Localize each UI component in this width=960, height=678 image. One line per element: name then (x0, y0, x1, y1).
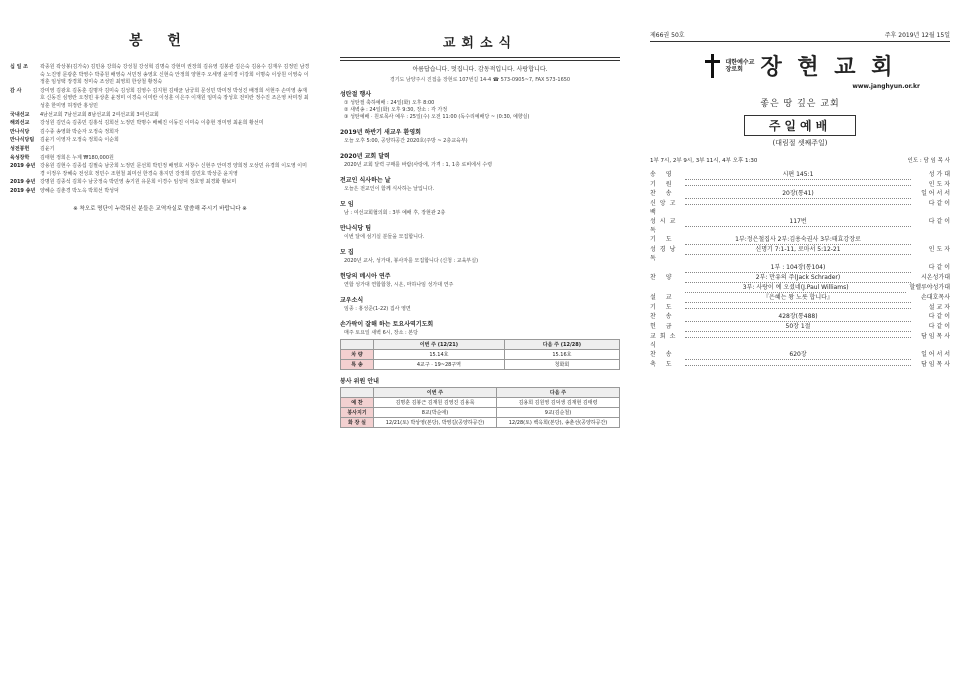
offering-row (10, 64, 310, 87)
news-heading: 모 임 (340, 201, 354, 208)
order-item: 축 도 (650, 361, 676, 368)
church-url[interactable]: www.janghyun.or.kr (852, 83, 920, 90)
order-detail (685, 308, 911, 309)
church-name: 장 현 교 회 (760, 54, 897, 80)
news-heading: 모 집 (340, 249, 354, 256)
service-times-text: 1부 7시, 2부 9시, 3부 11시, 4부 오후 1:30 (650, 158, 758, 164)
offering-category: 만나식당 (10, 128, 30, 135)
table-cell: 김명훈 김봉근 김재원 김영진 김용묵 (374, 398, 497, 408)
offering-category: 감 사 (10, 87, 22, 94)
table-cell: 9교(김순철) (497, 408, 620, 418)
table-cell: 15.14호 (374, 350, 505, 360)
order-row (650, 170, 950, 180)
news-column (330, 0, 630, 678)
order-item: 찬 송 (650, 190, 676, 197)
offering-category: 해외선교 (10, 120, 30, 127)
order-row (650, 350, 950, 360)
order-detail: 2부: 만유의 주(Jack Schrader) (685, 273, 911, 283)
news-item: 오늘 오후 5:00, 공양하공간 2020호(주방 ~ 2층교육부) (344, 138, 468, 144)
order-detail: 50장 1절 (685, 322, 911, 332)
order-detail: 428장(통488) (685, 312, 911, 322)
offering-row (10, 88, 310, 111)
news-heading: 헌당의 메시아 연주 (340, 273, 391, 280)
offering-category: 육성장학 (10, 154, 30, 161)
table-cell: 김용희 김원영 김덕생 김재현 김태령 (497, 398, 620, 408)
order-leader: 시온성가대 (921, 274, 950, 281)
news-item: 2020년 교회 달력 구매를 바람(사랑에, 가격 : 1, 1층 로비에서 수령 (344, 162, 493, 168)
order-item: 찬 송 (650, 313, 676, 320)
order-row (650, 235, 950, 245)
offering-category: 국내선교 (10, 111, 30, 118)
bulletin-cover (640, 0, 958, 678)
offering-note: ※ 착오로 명단이 누락되신 분들은 교역자실로 말씀해 주시기 바랍니다 ※ (73, 205, 247, 212)
order-leader: 인 도 자 (928, 246, 950, 253)
offering-names: 곽종원 곽상봉(김가숙) 김민용 강희숙 강성칠 강성혁 김명숙 강현미 권장희 김유영 김봉관 김은숙 김용수 김재우 김정민 남경숙 노진영 문광훈 박영수 박종원 배영숙 서민정 송영호 신현숙 안정희 양현주 오세영 윤미경 이강희 이명숙 이상원 이영숙 이정훈 임성택 장경희 정미숙 조성민 최영희 한상철 황정숙 (40, 64, 310, 86)
order-detail: 20장(통41) (685, 189, 911, 199)
table-header: 다음 주 (497, 388, 620, 398)
news-heading: 2020년 교회 달력 (340, 153, 390, 160)
table-cell: 예 찬 (341, 398, 374, 408)
offering-row (10, 146, 310, 154)
offering-names: 강미영 김광호 김동훈 김명자 김미숙 김성희 김영수 김지현 김태균 남궁희 문성민 박미정 박성진 배정희 서현주 손미영 송재호 신동진 심영란 오정민 유상훈 윤정미 이경숙 이미란 이성훈 이은주 이재원 임미숙 장성호 전미란 정수진 조은영 차미정 최성훈 한미영 허정란 홍성민 (40, 87, 309, 109)
order-row (650, 322, 950, 332)
worship-title: 주일예배 (744, 115, 856, 136)
order-leader: 성 가 대 (928, 171, 950, 178)
news-heading: 2019년 하반기 새교우 환영회 (340, 129, 421, 136)
issue-date: 주후 2019년 12월 15일 (884, 32, 950, 39)
order-of-worship (650, 170, 950, 369)
order-leader: 다 같 이 (928, 264, 950, 271)
news-heading: 성탄절 행사 (340, 91, 372, 98)
order-row (650, 293, 950, 303)
order-leader: 다 같 이 (928, 313, 950, 320)
table-cell: 4교구 · 19~28구역 (374, 360, 505, 370)
order-item: 교회소식 (650, 333, 680, 349)
order-detail: 3부: 사랑이 예 오셨네(J.Paul Williams) (685, 283, 906, 293)
news-item: 2020년 교사, 성가대, 봉사자를 모집합니다 (신청 : 교육부실) (344, 258, 479, 264)
order-detail: 『은혜는 왕 노릇 합니다』 (685, 293, 911, 303)
denomination-line2: 장로회 (725, 65, 743, 73)
offering-row (10, 155, 310, 163)
service-leader: 인도 : 담 임 목 사 (907, 158, 950, 164)
order-leader: 다 같 이 (928, 323, 950, 330)
service-table (340, 339, 620, 370)
order-row (650, 189, 950, 199)
news-item: 연합 성가대 연합합창, 시온, 마하나임 성가대 연주 (344, 282, 454, 288)
offering-column (0, 0, 318, 678)
offering-row (10, 188, 310, 196)
order-row (650, 199, 950, 217)
order-row (650, 217, 950, 235)
table-header: 이번 주 (12/21) (374, 340, 505, 350)
news-item: 이번 달에 섬기실 분들을 모집합니다. (344, 234, 425, 240)
offering-list (10, 64, 310, 196)
news-heading: 전교인 식사하는 날 (340, 177, 391, 184)
order-detail: 117번 (685, 217, 911, 227)
offering-row (10, 163, 310, 178)
offering-names: 4남선교회 7남선교회 8남선교회 2여선교회 3여선교회 (40, 111, 159, 118)
church-address: 경기도 남양주시 진접읍 장현로 107번길 14-4 ☎ 573-0905~7, FAX 573-1650 (389, 77, 571, 83)
order-row (650, 360, 950, 369)
offering-category: 십 일 조 (10, 64, 28, 70)
order-leader: 담 임 목 사 (921, 361, 950, 368)
news-item: 오늘은 전교인이 함께 식사하는 날입니다. (344, 186, 435, 192)
cross-icon (704, 54, 720, 78)
order-row (650, 312, 950, 322)
news-subtitle: 아름답습니다. 멋집니다. 감동적입니다. 사랑합니다. (412, 66, 548, 73)
offering-names: 양혜순 김춘경 박노옥 박희선 박성덕 (40, 187, 119, 194)
table-header: 이번 주 (374, 388, 497, 398)
offering-category: 만나식당팀 (10, 137, 35, 144)
order-leader: 할렐루야성가대 (909, 284, 950, 291)
news-item: 매주 토요일 새벽 6시, 장소 : 본당 (344, 330, 418, 336)
offering-category: 2019 송년 (10, 187, 36, 194)
volunteer-table (340, 387, 620, 428)
table-header (341, 388, 374, 398)
offering-category: 성전봉헌 (10, 145, 30, 152)
offering-names: 강성원 김인숙 김종민 김홍석 김희선 노정민 박명수 배혜진 이동진 이미숙 이충현 정미영 최윤희 황선미 (40, 120, 264, 127)
order-leader: 담 임 목 사 (921, 333, 950, 340)
offering-names: 김수종 송영화 박순자 오정숙 정희자 (40, 128, 119, 135)
order-detail (685, 204, 911, 205)
news-heading: 만나식당 팀 (340, 225, 372, 232)
order-item: 신앙고백 (650, 200, 680, 216)
volunteer-title: 봉사 위원 안내 (340, 378, 379, 385)
news-heading: 교우소식 (340, 297, 364, 304)
offering-row (10, 179, 310, 187)
news-title: 교회소식 (442, 36, 518, 51)
offering-row (10, 112, 310, 120)
news-item: ① 성탄절 축하예배 : 24일(화) 오후 8:00 (344, 100, 435, 106)
offering-title: 봉 헌 (129, 33, 191, 49)
order-row (650, 180, 950, 189)
order-row (650, 263, 950, 273)
order-row (650, 332, 950, 350)
order-item: 기 도 (650, 304, 676, 311)
table-cell: 차 량 (341, 350, 374, 360)
order-item: 기 원 (650, 181, 676, 188)
offering-names: 김윤기 (40, 145, 55, 152)
offering-names: 김윤기 이영자 오정숙 정희숙 이순희 (40, 137, 119, 144)
order-row (650, 283, 950, 293)
order-item: 헌 금 (650, 323, 676, 330)
service-times (650, 156, 950, 164)
offering-row (10, 137, 310, 145)
order-detail: 신명기 7:1-11, 로마서 5:12-21 (685, 245, 911, 255)
order-row (650, 245, 950, 263)
order-item: 찬 양 (650, 274, 676, 281)
news-heading: 손가락이 잘해 하는 토요사역기도회 (340, 321, 434, 328)
order-leader: 일 어 서 서 (921, 190, 950, 197)
order-item: 설 교 (650, 294, 676, 301)
order-detail: 시편 145:1 (685, 170, 911, 180)
table-cell: 청화회 (504, 360, 619, 370)
offering-names: 강명원 김종석 김희수 남궁정숙 박민영 송기원 유문희 이경수 임성덕 정호영 최경화 황보미 (40, 179, 237, 186)
order-leader: 손대호목사 (921, 294, 950, 301)
table-cell: 화 장 실 (341, 418, 374, 428)
news-item: ② 새벽송 : 24일(화) 오후 9:30, 장소 : 각 가정 (344, 107, 448, 113)
order-item: 찬 송 (650, 351, 676, 358)
offering-category: 2019 송년 (10, 179, 36, 186)
news-divider (340, 57, 620, 61)
order-leader: 인 도 자 (928, 181, 950, 188)
table-cell: 봉사지기 (341, 408, 374, 418)
order-leader: 다 같 이 (928, 218, 950, 225)
order-detail (685, 337, 911, 338)
order-item: 기 도 (650, 236, 676, 243)
church-motto: 좋은 땅 깊은 교회 (760, 99, 840, 109)
offering-names: 강용원 김현수 김종섭 김필숙 남궁희 노정민 문선희 박민정 배영호 서창수 신현주 안미경 양희정 오상민 유경희 이도영 이미경 이정우 장혜숙 전성호 정민수 조현철 최미선 한경숙 홍지민 강정희 김민호 박상준 윤지영 (40, 163, 307, 177)
news-sections (340, 89, 620, 337)
news-item: 임종 : 홍성준(1-22) 집사 영면 (344, 306, 411, 312)
denomination (726, 59, 755, 73)
table-header (341, 340, 374, 350)
order-leader: 일 어 서 서 (921, 351, 950, 358)
denomination-line1: 대한예수교 (725, 58, 755, 66)
offering-row (10, 120, 310, 128)
worship-subtitle: (대림절 셋째주일) (772, 139, 828, 147)
order-leader: 설 교 자 (928, 304, 950, 311)
order-detail: 1부:정은철집사 2부:김용숙권사 3부:태효강장로 (685, 235, 911, 245)
bulletin-header (650, 30, 950, 42)
offering-names: 김태현 정희은 누계 ₩180,000원 (40, 154, 114, 161)
news-item: 남 : 여선교회협의회 : 3부 예배 후, 장현관 2층 (344, 210, 446, 216)
offering-row (10, 129, 310, 137)
table-cell: 특 송 (341, 360, 374, 370)
table-cell: 12/28(토) 백옥희(본당), 송춘선(공양하공간) (497, 418, 620, 428)
order-item: 성시교독 (650, 218, 680, 234)
order-detail (685, 185, 911, 186)
offering-category: 2019 송년 (10, 163, 36, 170)
order-row (650, 273, 950, 283)
table-cell: 8교(박순애) (374, 408, 497, 418)
order-detail: 1부 : 104장(통104) (685, 263, 911, 273)
order-leader: 다 같 이 (928, 200, 950, 207)
order-row (650, 303, 950, 312)
order-detail (685, 365, 911, 366)
issue-number: 제66권 50호 (650, 32, 685, 39)
table-cell: 12/21(토) 박상영(본당), 박영길(공양하공간) (374, 418, 497, 428)
church-logo (650, 50, 950, 81)
table-cell: 15.16호 (504, 350, 619, 360)
table-header: 다음 주 (12/28) (504, 340, 619, 350)
order-item: 송 영 (650, 171, 676, 178)
order-detail: 620장 (685, 350, 911, 360)
news-item: ③ 성탄예배 · 원로목사 예우 : 25일(수) 오전 11:00 (독수리예배당 ~ (0:30, 예향실) (344, 114, 530, 120)
order-item: 성경낭독 (650, 246, 680, 262)
